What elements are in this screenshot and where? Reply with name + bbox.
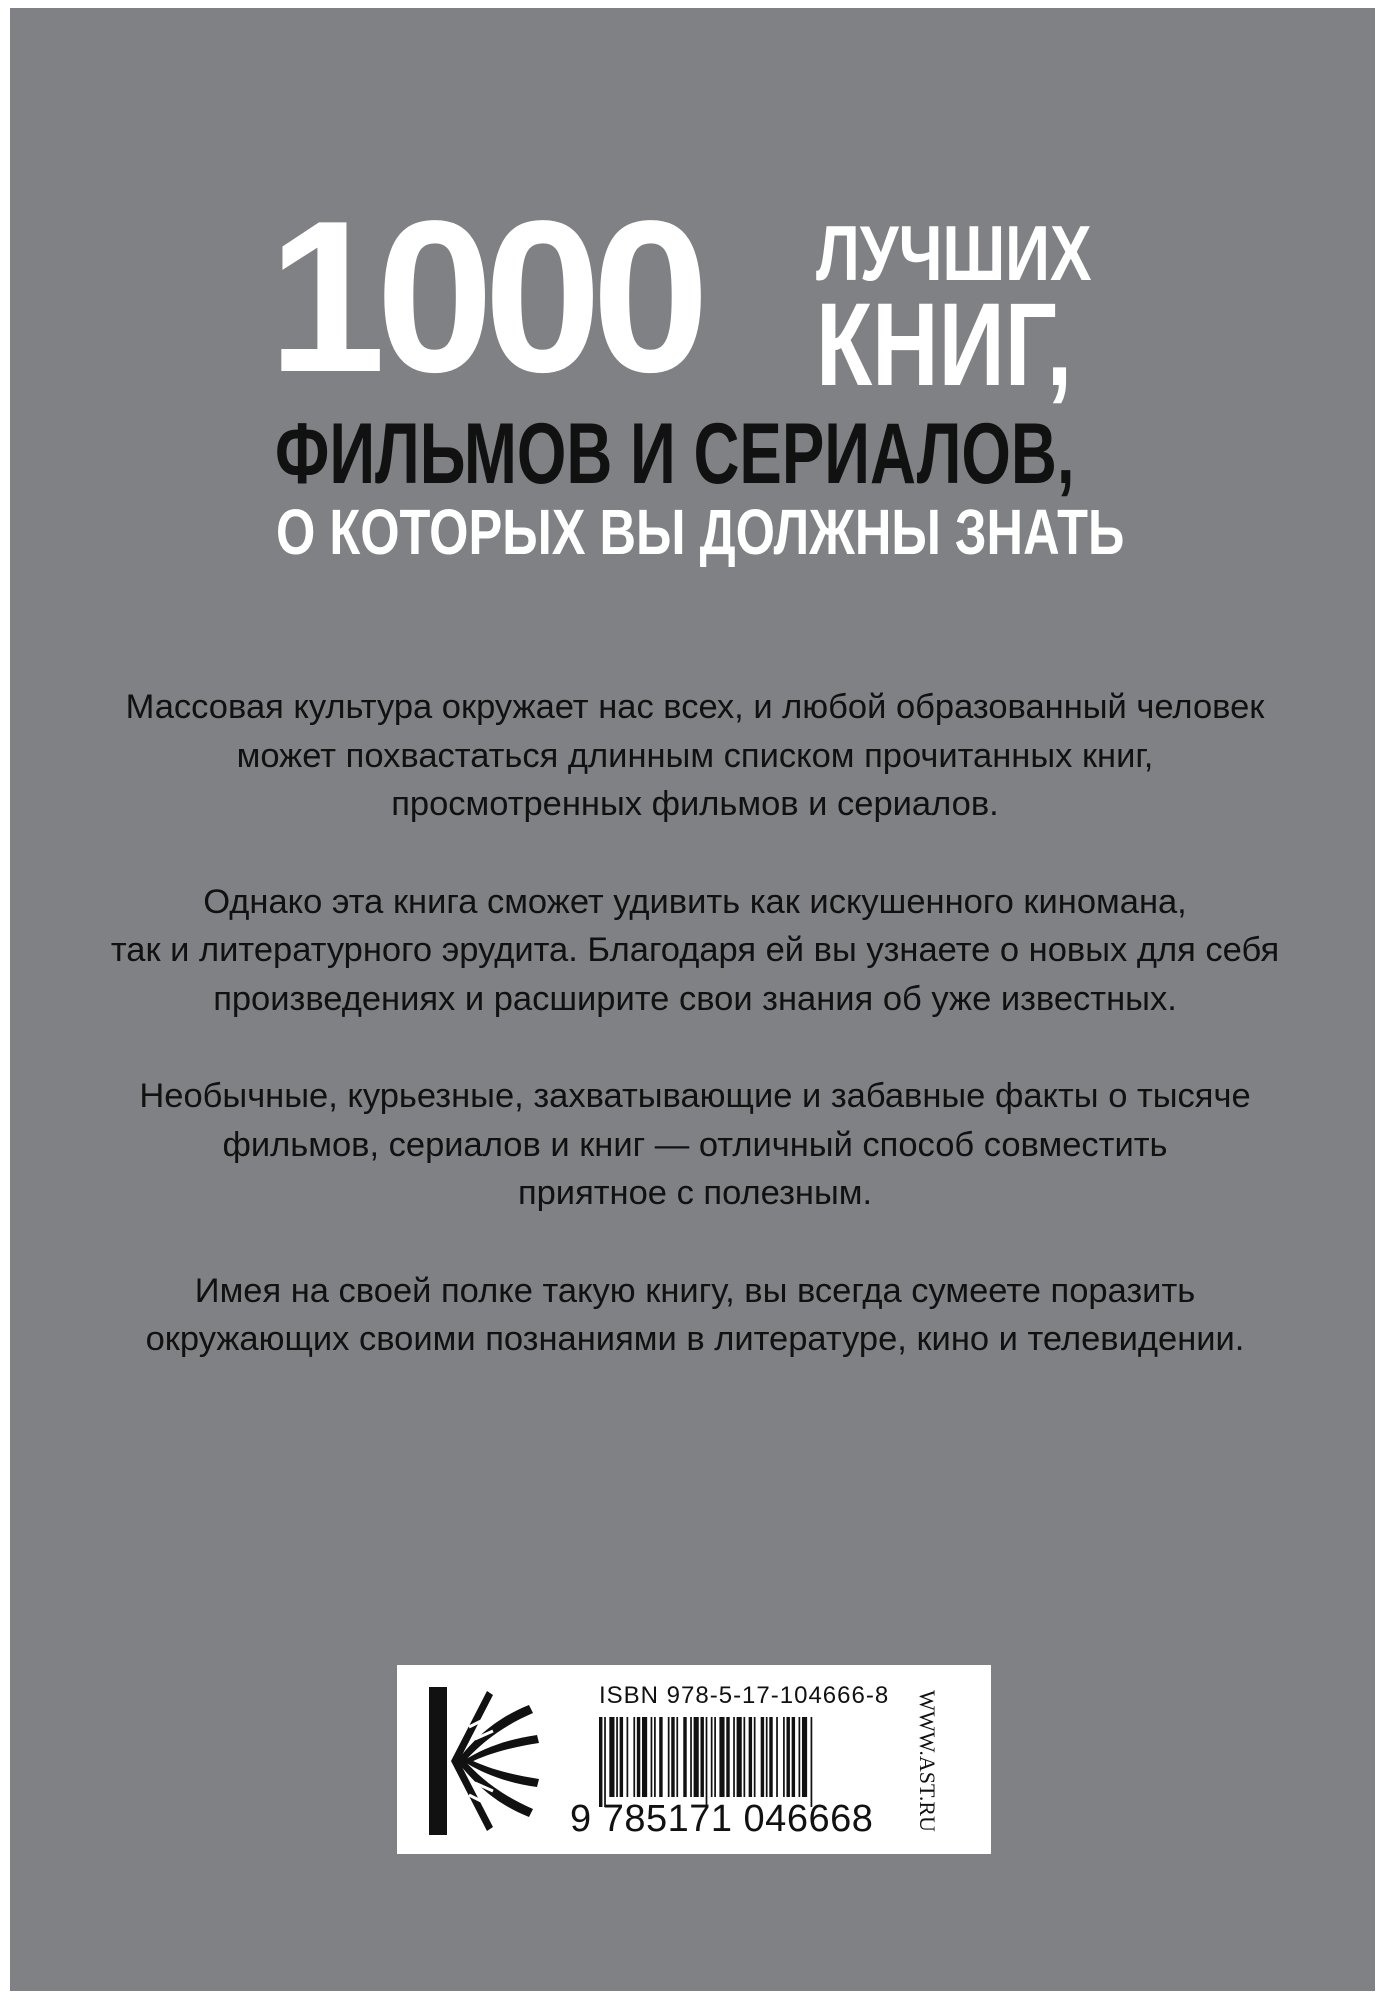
barcode-bar — [637, 1717, 640, 1797]
title-line-books: КНИГ, — [816, 279, 1073, 411]
barcode-bar — [733, 1717, 735, 1797]
description-line: Необычные, курьезные, захватывающие и забавные факты о тысяче — [139, 1077, 1251, 1115]
ean-digits: 9 785171 046668 — [570, 1798, 874, 1840]
description-text — [70, 683, 1320, 1413]
barcode-bar — [616, 1717, 618, 1797]
barcode-bar — [694, 1717, 699, 1797]
barcode-bar — [706, 1717, 708, 1807]
barcode-bar — [627, 1717, 629, 1797]
barcode-bar — [604, 1717, 606, 1807]
description-paragraph — [70, 1072, 1320, 1218]
description-paragraph — [70, 1267, 1320, 1364]
barcode-bar — [776, 1717, 778, 1797]
back-cover — [10, 8, 1375, 1991]
barcode-bar — [711, 1717, 713, 1797]
barcode-bar — [620, 1717, 623, 1797]
description-line: окружающих своими познаниями в литературе, кино и телевидении. — [145, 1320, 1245, 1358]
barcode-bar — [802, 1717, 807, 1797]
barcode-bar — [749, 1717, 752, 1797]
barcode-bar — [683, 1717, 686, 1797]
description-paragraph — [70, 878, 1320, 1024]
barcode-bar — [659, 1717, 662, 1797]
book-title — [10, 8, 1375, 568]
barcode-panel — [397, 1665, 991, 1854]
barcode-bar — [737, 1717, 742, 1797]
barcode-bar — [676, 1717, 678, 1797]
description-line: просмотренных фильмов и сериалов. — [391, 785, 999, 823]
barcode-icon — [597, 1717, 889, 1807]
barcode-bar — [654, 1717, 656, 1797]
barcode-bar — [792, 1717, 795, 1797]
barcode-bar — [786, 1717, 789, 1797]
barcode-bar — [671, 1717, 674, 1797]
description-line: Массовая культура окружает нас всех, и любой образованный человек — [125, 688, 1265, 726]
description-line: приятное с полезным. — [517, 1174, 873, 1212]
barcode-bar — [714, 1717, 716, 1797]
description-paragraph — [70, 683, 1320, 829]
description-line: Однако эта книга сможет удивить как искушенного киномана, — [203, 882, 1187, 921]
description-line: может похвастаться длинным списком прочитанных книг, — [236, 736, 1154, 775]
barcode-bar — [726, 1717, 729, 1797]
barcode-bar — [651, 1717, 653, 1797]
barcode-bar — [668, 1717, 670, 1797]
barcode-bar — [719, 1717, 724, 1797]
description-line: Имея на своей полке такую книгу, вы всегда сумеете поразить — [194, 1271, 1196, 1310]
title-line-best: ЛУЧШИХ — [816, 209, 1092, 297]
barcode-bar — [799, 1717, 801, 1797]
barcode-bar — [743, 1717, 745, 1797]
barcode-bar — [761, 1717, 764, 1797]
barcode-bar — [783, 1717, 785, 1797]
barcode-bar — [642, 1717, 647, 1797]
barcode-bar — [690, 1717, 692, 1797]
barcode-bar — [599, 1717, 602, 1807]
title-line-films: ФИЛЬМОВ И СЕРИАЛОВ, — [275, 406, 1075, 502]
title-number: 1000 — [268, 175, 700, 417]
barcode-bar — [769, 1717, 772, 1797]
title-line-know: О КОТОРЫХ ВЫ ДОЛЖНЫ ЗНАТЬ — [276, 496, 1125, 568]
barcode-bar — [633, 1717, 635, 1797]
description-line: фильмов, сериалов и книг — отличный способ совместить — [222, 1125, 1168, 1164]
barcode-bar — [609, 1717, 614, 1797]
barcode-bar — [754, 1717, 756, 1797]
publisher-website: WWW.AST.RU — [915, 1690, 940, 1832]
barcode-bar — [700, 1717, 703, 1797]
book-k-logo-icon — [429, 1687, 541, 1835]
isbn-number: ISBN 978-5-17-104666-8 — [599, 1682, 890, 1709]
description-line: так и литературного эрудита. Благодаря ей вы узнаете о новых для себя — [110, 931, 1280, 969]
barcode-bar — [811, 1717, 813, 1807]
barcode-bar — [766, 1717, 768, 1797]
description-line: произведениях и расширите свои знания об уже известных. — [213, 979, 1177, 1018]
